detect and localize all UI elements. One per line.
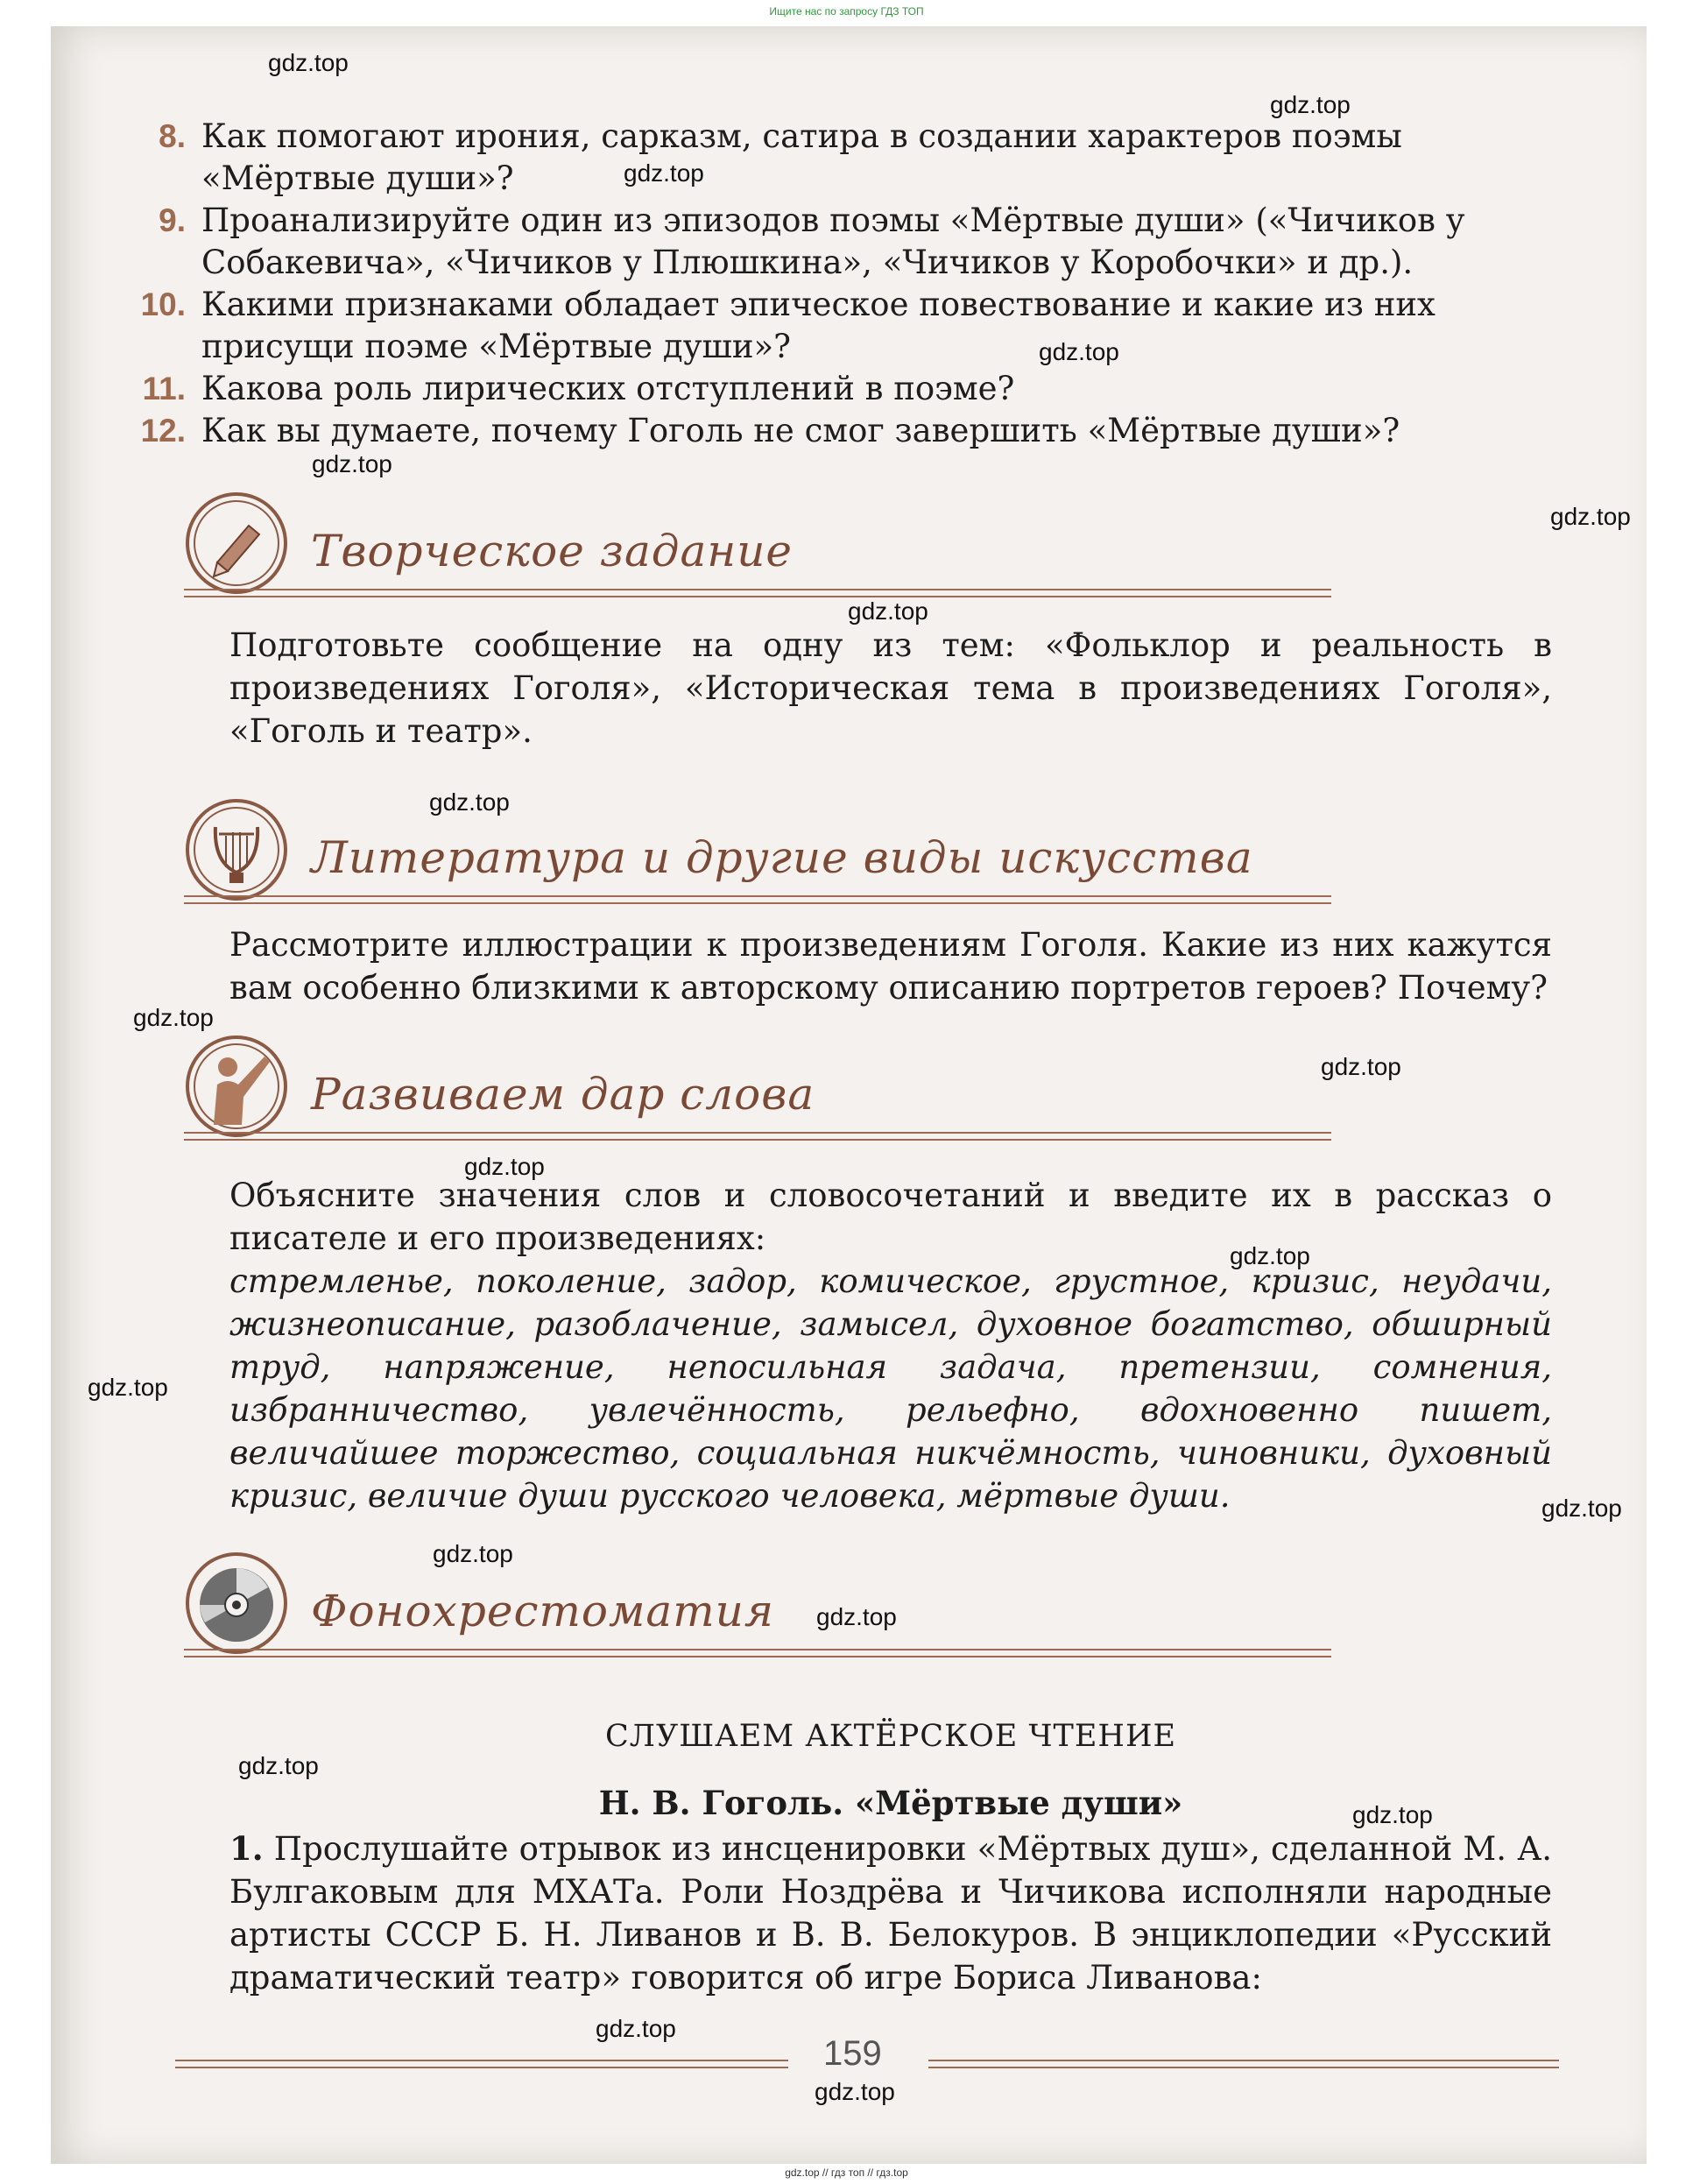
question-10 <box>140 284 1550 368</box>
question-text: Какими признаками обладает эпическое повествование и какие из них присущи поэме «Мёртвые души»? <box>201 286 1436 365</box>
watermark: gdz.top <box>1039 338 1119 365</box>
watermark: gdz.top <box>624 159 704 187</box>
watermark: gdz.top <box>1321 1053 1401 1080</box>
question-number: 8. <box>159 118 186 154</box>
footer-rule-left <box>175 2060 788 2068</box>
orator-icon <box>184 1034 289 1139</box>
speech-text: Объясните значения слов и словосочетаний и введите их в рассказ о писателе и его произведениях: <box>229 1177 1552 1257</box>
watermark: gdz.top <box>1541 1495 1622 1522</box>
question-9 <box>159 200 1550 284</box>
watermark: gdz.top <box>816 1603 897 1630</box>
watermark: gdz.top <box>1550 503 1631 530</box>
watermark: gdz.top <box>238 1752 319 1779</box>
question-number: 10. <box>140 286 186 322</box>
audio-task <box>229 1827 1552 1999</box>
watermark: gdz.top <box>815 2078 895 2105</box>
section-title: Фонохрестоматия <box>311 1586 774 1636</box>
watermark: gdz.top <box>312 450 392 477</box>
audio-work-title: Н. В. Гоголь. «Мёртвые души» <box>598 1784 1183 1822</box>
task-number: 1. <box>229 1829 264 1868</box>
watermark: gdz.top <box>1230 1242 1310 1269</box>
arts-text: Рассмотрите иллюстрации к произведениям Гоголя. Какие из них кажутся вам особенно близкими к авторскому описанию портретов героев? Почему? <box>229 926 1552 1007</box>
watermark: gdz.top <box>268 49 349 76</box>
top-search-note: Ищите нас по запросу ГДЗ ТОП <box>769 5 924 18</box>
question-8 <box>159 116 1550 200</box>
watermark: gdz.top <box>848 597 928 625</box>
watermark: gdz.top <box>1270 91 1351 118</box>
section-title: Развиваем дар слова <box>311 1069 815 1120</box>
bottom-note: gdz.top // гдз топ // гдз.top <box>785 2166 908 2179</box>
disc-icon <box>184 1551 289 1656</box>
question-text: Какова роль лирических отступлений в поэме? <box>201 370 1015 407</box>
question-text: Как помогают ирония, сарказм, сатира в создании характеров поэмы «Мёртвые души»? <box>201 117 1402 197</box>
section-rule <box>184 1649 1331 1657</box>
watermark: gdz.top <box>1352 1801 1433 1828</box>
watermark: gdz.top <box>433 1540 513 1567</box>
section-rule <box>184 895 1331 904</box>
lyre-icon <box>184 797 289 902</box>
watermark: gdz.top <box>88 1374 168 1401</box>
page-number: 159 <box>823 2034 882 2073</box>
question-12 <box>140 410 1550 452</box>
section-rule <box>184 1132 1331 1141</box>
question-number: 9. <box>159 202 186 238</box>
section-title: Литература и другие виды искусства <box>311 832 1253 883</box>
pencil-icon <box>184 491 289 596</box>
section-header-speech <box>184 1034 1331 1148</box>
section-rule <box>184 589 1331 597</box>
question-text: Как вы думаете, почему Гоголь не смог завершить «Мёртвые души»? <box>201 412 1400 449</box>
speech-words: стремленье, поколение, задор, комическое, грустное, кризис, неудачи, жизнеописание, разоблачение, замысел, духовное богатство, обширный труд, напряжение, непосильная задача, претензии, сомнения, избранничество, увлечённость, рельефно, вдохновенно пишет, величайшее торжество, социальная никчёмность, чиновники, духовный кризис, величие души русского человека, мёртвые души. <box>229 1262 1552 1515</box>
question-text: Проанализируйте один из эпизодов поэмы «Мёртвые души» («Чичиков у Собакевича», «Чичиков у Плюшкина», «Чичиков у Коробочки» и др.). <box>201 201 1465 281</box>
task-text: Прослушайте отрывок из инсценировки «Мёртвых душ», сделанной М. А. Булгаковым для МХАТа. Роли Ноздрёва и Чичикова исполняли народные артисты СССР Б. Н. Ливанов и В. В. Белокуров. В энциклопедии «Русский драматический театр» говорится об игре Бориса Ливанова: <box>229 1830 1552 1997</box>
watermark: gdz.top <box>596 2015 676 2042</box>
question-number: 12. <box>140 413 186 449</box>
section-header-audio <box>184 1551 1331 1665</box>
footer-rule-right <box>928 2060 1559 2068</box>
audio-subtitle: СЛУШАЕМ АКТЁРСКОЕ ЧТЕНИЕ <box>604 1719 1177 1754</box>
section-header-creative <box>184 491 1331 604</box>
section-header-arts <box>184 797 1331 911</box>
question-11 <box>142 368 1550 410</box>
watermark: gdz.top <box>133 1004 214 1031</box>
section-title: Творческое задание <box>311 526 794 576</box>
creative-text: Подготовьте сообщение на одну из тем: «Фольклор и реальность в произведениях Гоголя», «Историческая тема в произведениях Гоголя», «Гоголь и театр». <box>229 626 1552 750</box>
watermark: gdz.top <box>464 1153 545 1180</box>
watermark: gdz.top <box>429 788 510 816</box>
question-number: 11. <box>142 371 186 406</box>
